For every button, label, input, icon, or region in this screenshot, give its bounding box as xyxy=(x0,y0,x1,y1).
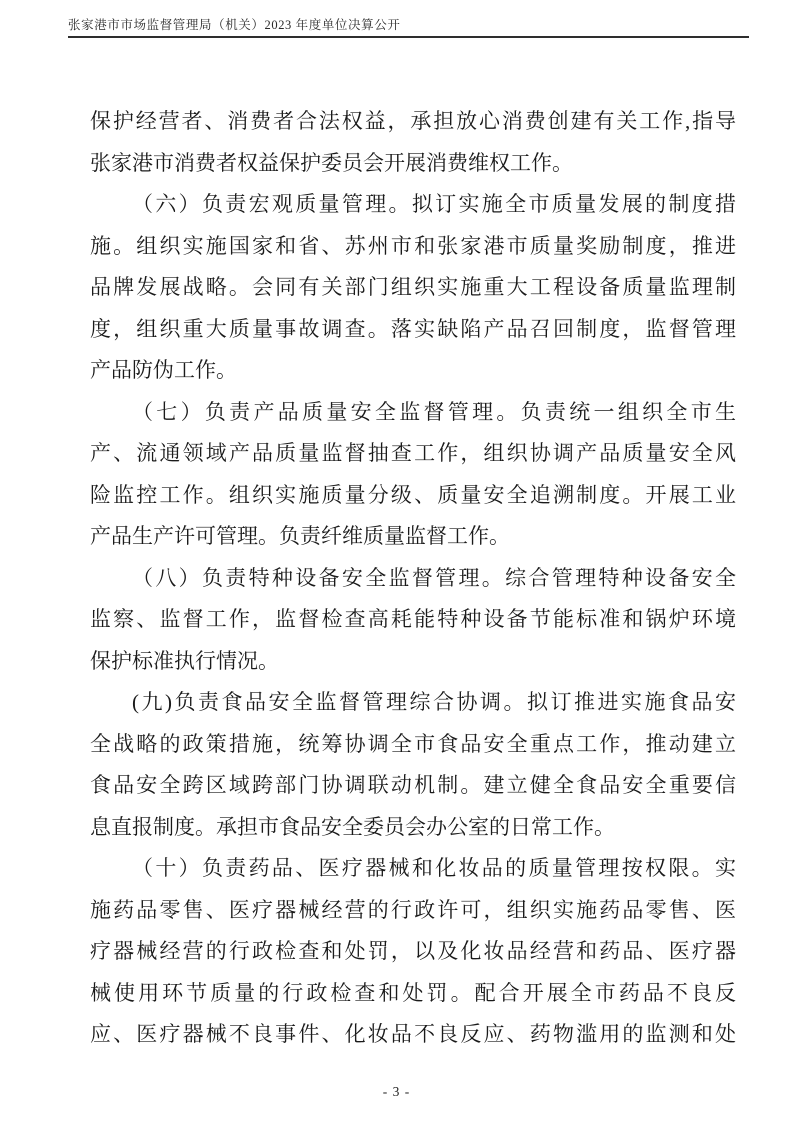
text-line: 品牌发展战略。会同有关部门组织实施重大工程设备质量监理制 xyxy=(90,275,736,299)
text-line: 产品防伪工作。 xyxy=(90,358,237,382)
header-divider-rule xyxy=(68,36,749,38)
text-line-paragraph-7-start: （七）负责产品质量安全监督管理。负责统一组织全市生 xyxy=(132,399,736,424)
text-line: 疗器械经营的行政检查和处罚，以及化妆品经营和药品、医疗器 xyxy=(90,939,736,963)
text-line: 产、流通领域产品质量监督抽查工作，组织协调产品质量安全风 xyxy=(90,441,736,465)
text-line: 监察、监督工作，监督检查高耗能特种设备节能标准和锅炉环境 xyxy=(90,607,736,631)
text-line: 施。组织实施国家和省、苏州市和张家港市质量奖励制度，推进 xyxy=(90,233,736,258)
text-line: 食品安全跨区域跨部门协调联动机制。建立健全食品安全重要信 xyxy=(90,773,736,797)
page-header-title: 张家港市市场监督管理局（机关）2023 年度单位决算公开 xyxy=(68,18,401,32)
text-line: 张家港市消费者权益保护委员会开展消费维权工作。 xyxy=(90,150,573,175)
text-line-paragraph-8-start: （八）负责特种设备安全监督管理。综合管理特种设备安全 xyxy=(132,565,736,590)
text-line: 应、医疗器械不良事件、化妆品不良反应、药物滥用的监测和处 xyxy=(90,1022,736,1046)
text-line-paragraph-9-start: (九)负责食品安全监督管理综合协调。拟订推进实施食品安 xyxy=(132,690,736,714)
page-number: - 3 - xyxy=(382,1084,411,1099)
text-line: 保护经营者、消费者合法权益，承担放心消费创建有关工作,指导 xyxy=(90,109,736,133)
text-line: 产品生产许可管理。负责纤维质量监督工作。 xyxy=(90,524,510,548)
text-line: 械使用环节质量的行政检查和处罚。配合开展全市药品不良反 xyxy=(90,980,736,1005)
text-line: 全战略的政策措施，统筹协调全市食品安全重点工作，推动建立 xyxy=(90,731,736,756)
text-line: 险监控工作。组织实施质量分级、质量安全追溯制度。开展工业 xyxy=(90,482,736,507)
text-line: 保护标准执行情况。 xyxy=(90,648,279,673)
text-line: 息直报制度。承担市食品安全委员会办公室的日常工作。 xyxy=(90,814,615,839)
text-line: 施药品零售、医疗器械经营的行政许可，组织实施药品零售、医 xyxy=(90,897,736,922)
document-body xyxy=(90,101,736,1056)
text-line: 度，组织重大质量事故调查。落实缺陷产品召回制度，监督管理 xyxy=(90,316,736,341)
text-line-paragraph-6-start: （六）负责宏观质量管理。拟订实施全市质量发展的制度措 xyxy=(132,192,736,216)
text-line-paragraph-10-start: （十）负责药品、医疗器械和化妆品的质量管理按权限。实 xyxy=(132,856,736,880)
